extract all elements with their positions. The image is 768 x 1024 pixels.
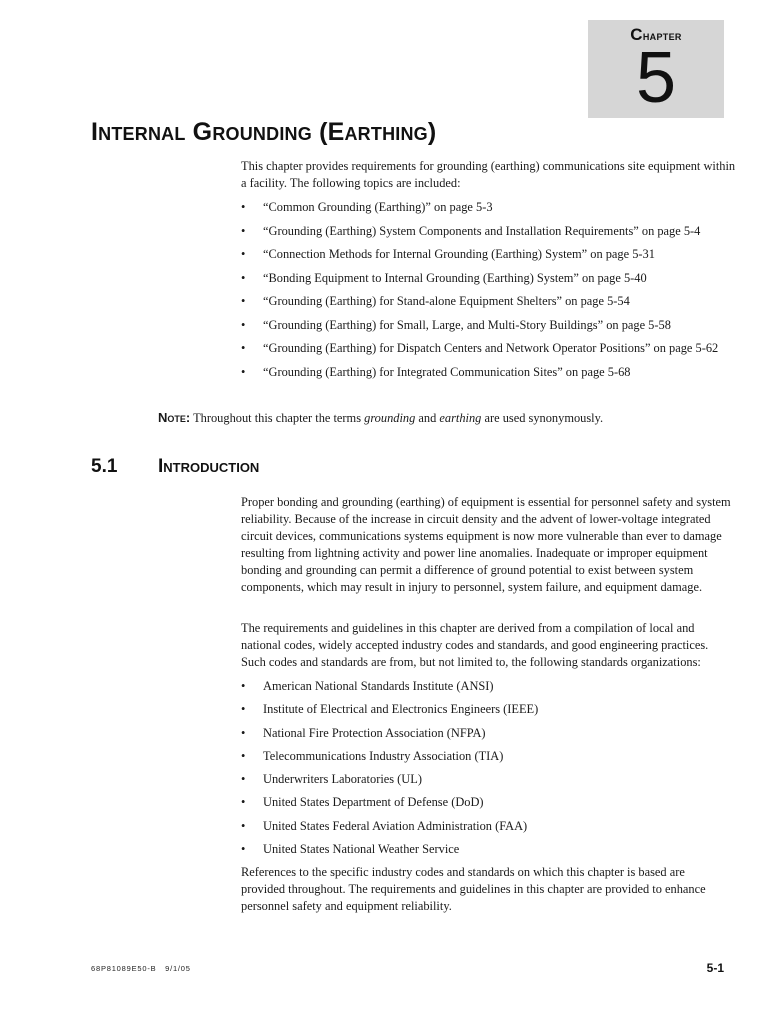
footer-page-number: 5-1: [706, 961, 724, 975]
section-paragraph-2: The requirements and guidelines in this chapter are derived from a compilation of local and national codes, widely accepted industry codes and standards, and good engineering practices. Such codes and standards are from, but not limited to, the following standards organizations:: [241, 621, 709, 669]
note-text-after: are used synonymously.: [481, 411, 604, 425]
organization-item: • Underwriters Laboratories (UL): [241, 771, 731, 794]
intro-paragraph: This chapter provides requirements for grounding (earthing) communications site equipment within a facility. The following topics are included:: [241, 159, 736, 190]
page-title: Internal Grounding (Earthing): [91, 118, 437, 146]
section-title: Introduction: [158, 456, 260, 477]
organization-list: [241, 678, 731, 864]
note-term-grounding: grounding: [364, 411, 416, 425]
organization-item: • Institute of Electrical and Electronics Engineers (IEEE): [241, 701, 731, 724]
organization-item: • United States Federal Aviation Administration (FAA): [241, 818, 731, 841]
topic-item[interactable]: • “Grounding (Earthing) for Integrated Communication Sites” on page 5-68: [241, 364, 751, 388]
footer-document-code: 68P81089E50-B 9/1/05: [91, 964, 191, 973]
note: [158, 409, 718, 427]
organization-item: • United States National Weather Service: [241, 841, 731, 864]
organization-item: • United States Department of Defense (DoD): [241, 794, 731, 817]
topic-item[interactable]: • “Grounding (Earthing) for Dispatch Centers and Network Operator Positions” on page 5-62: [241, 340, 751, 364]
note-text-before: Throughout this chapter the terms: [190, 411, 365, 425]
organization-item: • National Fire Protection Association (NFPA): [241, 725, 731, 748]
topic-item[interactable]: • “Grounding (Earthing) System Components and Installation Requirements” on page 5-4: [241, 223, 751, 247]
section-paragraph-3: References to the specific industry codes and standards on which this chapter is based are provided throughout. The requirements and guidelines in this chapter are provided to enhance personnel safety and equipment reliability.: [241, 865, 706, 913]
section-paragraph-1: Proper bonding and grounding (earthing) of equipment is essential for personnel safety and system reliability. Because of the increase in circuit density and the advent of lower-voltage integrated circuit devices, communications systems equipment is now more vulnerable than ever to damage resulting from lightning activity and power line anomalies. Inadequate or improper equipment bonding and grounding can permit a difference of ground potential to exist between system components, which may result in injury to personnel, system failure, and equipment damage.: [241, 495, 731, 594]
chapter-box: [588, 20, 724, 118]
note-term-earthing: earthing: [439, 411, 482, 425]
topic-item[interactable]: • “Connection Methods for Internal Grounding (Earthing) System” on page 5-31: [241, 246, 751, 270]
topic-item[interactable]: • “Common Grounding (Earthing)” on page 5-3: [241, 199, 751, 223]
chapter-label: Chapter: [630, 25, 682, 44]
topic-item[interactable]: • “Grounding (Earthing) for Small, Large, and Multi-Story Buildings” on page 5-58: [241, 317, 751, 341]
topic-item[interactable]: • “Grounding (Earthing) for Stand-alone Equipment Shelters” on page 5-54: [241, 293, 751, 317]
topic-item[interactable]: • “Bonding Equipment to Internal Grounding (Earthing) System” on page 5-40: [241, 270, 751, 294]
note-label: Note:: [158, 410, 191, 425]
note-text-middle: and: [415, 411, 440, 425]
chapter-number: 5: [635, 38, 677, 118]
organization-item: • Telecommunications Industry Association (TIA): [241, 748, 731, 771]
topic-list: [241, 199, 751, 387]
organization-item: • American National Standards Institute (ANSI): [241, 678, 731, 701]
section-number: 5.1: [91, 456, 118, 477]
